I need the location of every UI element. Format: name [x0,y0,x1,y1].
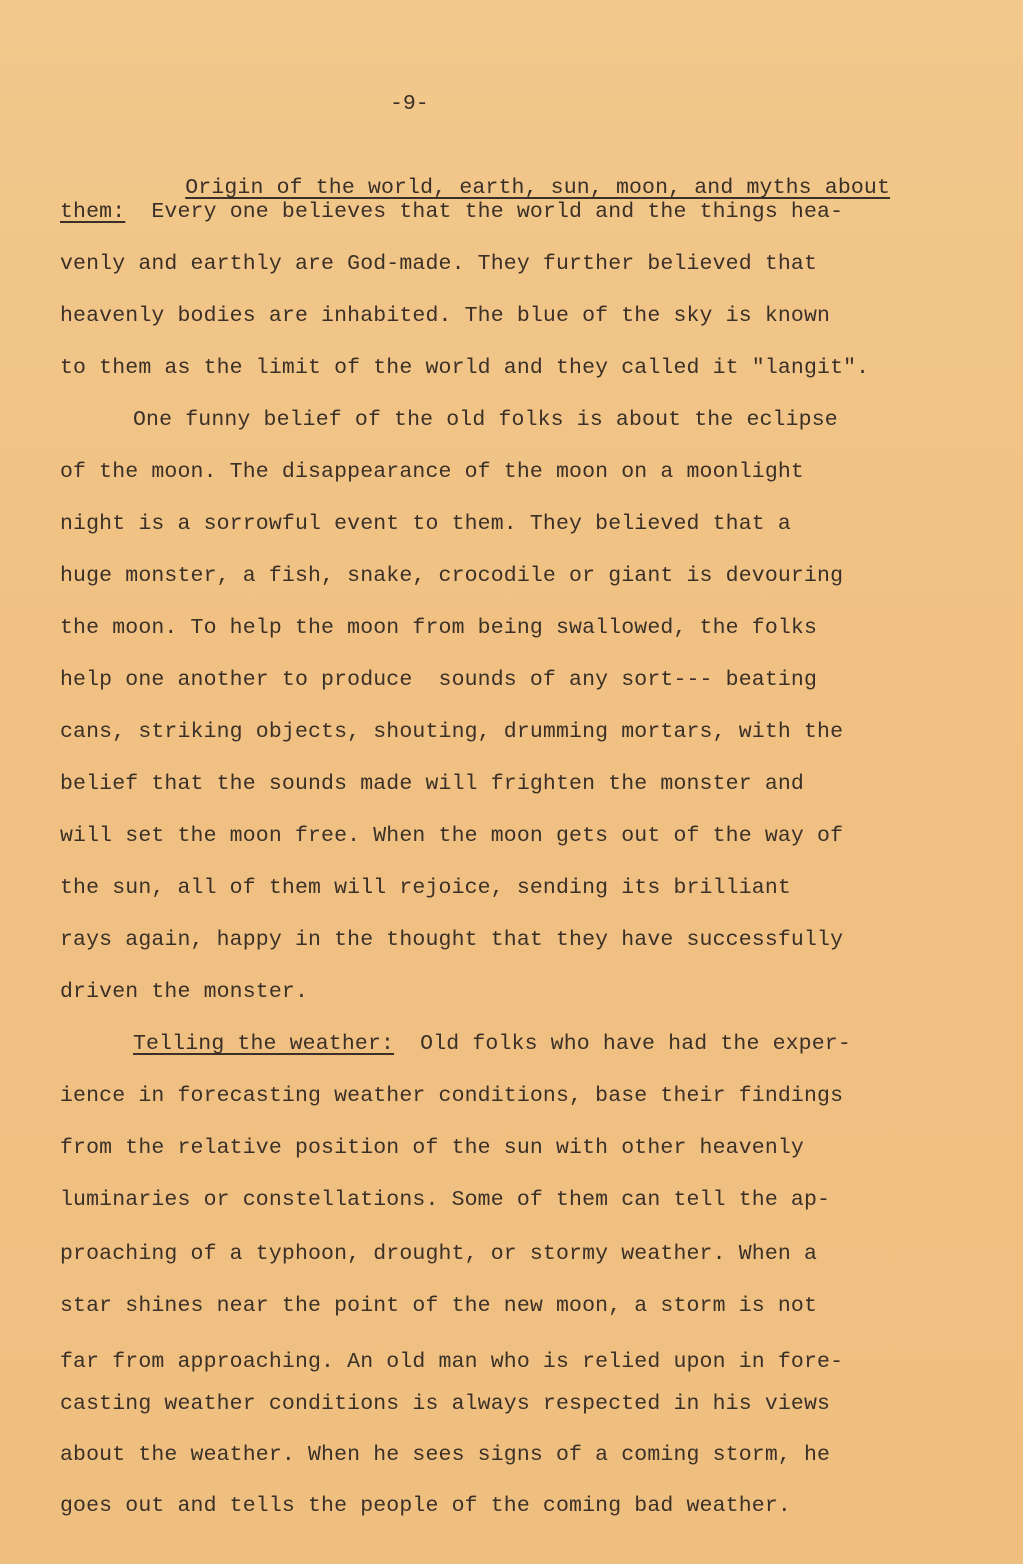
section3-line8: casting weather conditions is always respected in his views [60,1392,831,1416]
section2-line5: the moon. To help the moon from being swallowed, the folks [60,616,818,640]
page-number: -9- [390,92,429,116]
section2-line12: driven the monster. [60,980,308,1004]
section1-heading-line2: them: [60,200,126,224]
section3-line2: ience in forecasting weather conditions, base their findings [60,1084,844,1108]
section3-heading: Telling the weather: [133,1032,395,1056]
section3-line6: star shines near the point of the new moon, a storm is not [60,1294,818,1318]
section3-line4: luminaries or constellations. Some of them can tell the ap- [60,1188,831,1212]
section1-line1 [60,198,965,226]
section2-line6: help one another to produce sounds of any sort--- beating [60,668,818,692]
section3-line1 [133,1030,1023,1058]
section2-line11: rays again, happy in the thought that they have successfully [60,928,844,952]
section3-first-line-rest: Old folks who have had the exper- [420,1032,851,1056]
section2-line3: night is a sorrowful event to them. They believed that a [60,512,791,536]
section3-line9: about the weather. When he sees signs of a coming storm, he [60,1443,831,1467]
section3-line5: proaching of a typhoon, drought, or stormy weather. When a [60,1242,818,1266]
section1-line2: venly and earthly are God-made. They further believed that [60,252,818,276]
section2-line7: cans, striking objects, shouting, drumming mortars, with the [60,720,844,744]
section3-line7: far from approaching. An old man who is relied upon in fore- [60,1350,844,1374]
section2-line8: belief that the sounds made will frighten the monster and [60,772,804,796]
section2-line2: of the moon. The disappearance of the moon on a moonlight [60,460,804,484]
section3-line10: goes out and tells the people of the coming bad weather. [60,1494,791,1518]
section2-line4: huge monster, a fish, snake, crocodile or giant is devouring [60,564,844,588]
section1-line3: heavenly bodies are inhabited. The blue of the sky is known [60,304,831,328]
section2-line1: One funny belief of the old folks is about the eclipse [133,408,838,432]
section2-line9: will set the moon free. When the moon gets out of the way of [60,824,844,848]
section1-line4: to them as the limit of the world and they called it "langit". [60,356,870,380]
section2-line10: the sun, all of them will rejoice, sending its brilliant [60,876,791,900]
section3-line3: from the relative position of the sun with other heavenly [60,1136,804,1160]
section1-text-1: Every one believes that the world and the things hea- [151,200,844,224]
section1-heading-text: Origin of the world, earth, sun, moon, and myths about [185,176,891,200]
